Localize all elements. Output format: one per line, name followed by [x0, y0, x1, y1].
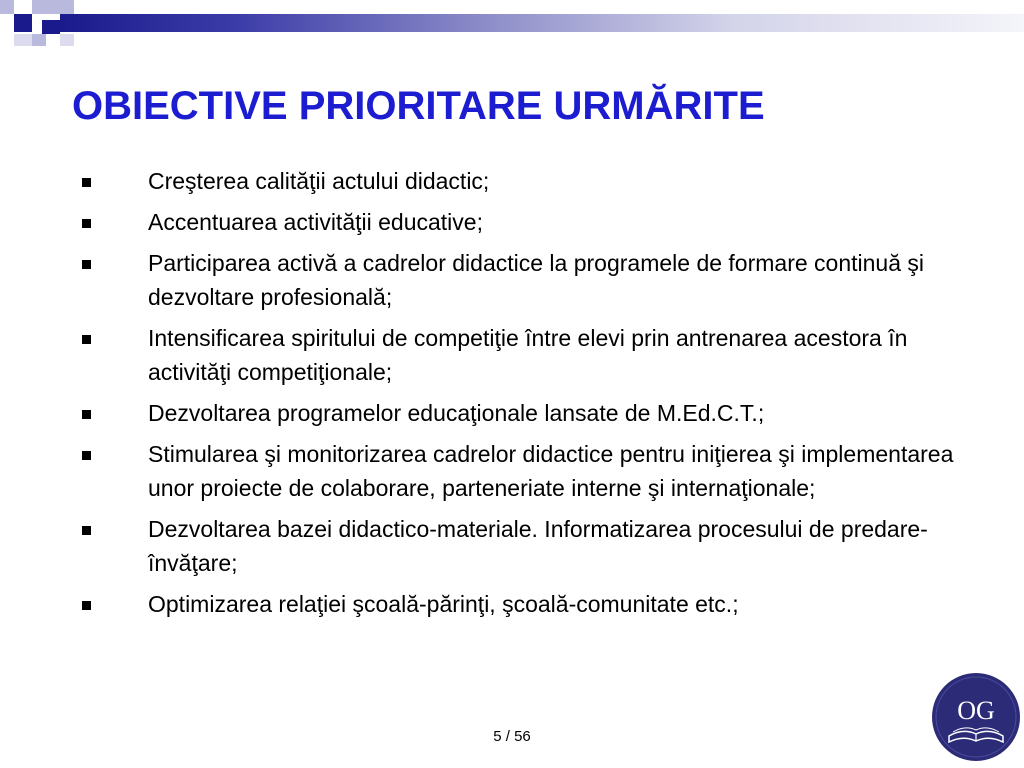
logo-lettering: OG — [957, 696, 995, 725]
slide-title: OBIECTIVE PRIORITARE URMĂRITE — [72, 84, 765, 128]
list-item — [78, 321, 958, 389]
list-item — [78, 246, 958, 314]
list-item-text: Participarea activă a cadrelor didactice la programele de formare continuă şi dezvoltare profesională; — [148, 250, 925, 310]
page-number: 5 / 56 — [493, 728, 531, 745]
corner-square-decoration — [42, 20, 60, 34]
list-item-text: Accentuarea activităţii educative; — [148, 209, 483, 235]
book-logo-icon — [931, 672, 1021, 762]
square-bullet-icon — [82, 526, 91, 535]
corner-square-decoration — [14, 14, 32, 32]
list-item — [78, 164, 958, 198]
square-bullet-icon — [82, 260, 91, 269]
corner-square-decoration — [0, 0, 14, 14]
square-bullet-icon — [82, 219, 91, 228]
corner-square-decoration — [32, 0, 60, 14]
square-bullet-icon — [82, 451, 91, 460]
square-bullet-icon — [82, 335, 91, 344]
corner-square-decoration — [60, 0, 74, 14]
header-gradient-band — [60, 14, 1024, 32]
list-item-text: Optimizarea relaţiei şcoală-părinţi, şcoală-comunitate etc.; — [148, 591, 739, 617]
square-bullet-icon — [82, 410, 91, 419]
list-item-text: Creşterea calităţii actului didactic; — [148, 168, 490, 194]
square-bullet-icon — [82, 178, 91, 187]
list-item — [78, 512, 958, 580]
list-item-text: Dezvoltarea bazei didactico-materiale. Informatizarea procesului de predare-învăţare; — [148, 516, 928, 576]
list-item — [78, 437, 958, 505]
list-item-text: Dezvoltarea programelor educaţionale lansate de M.Ed.C.T.; — [148, 400, 765, 426]
corner-square-decoration — [60, 34, 74, 46]
list-item — [78, 396, 958, 430]
list-item — [78, 587, 958, 621]
objectives-list — [78, 164, 958, 628]
list-item — [78, 205, 958, 239]
square-bullet-icon — [82, 601, 91, 610]
list-item-text: Stimularea şi monitorizarea cadrelor didactice pentru iniţierea şi implementarea unor proiecte de colaborare, parteneriate interne şi internaţionale; — [148, 441, 954, 501]
corner-square-decoration — [32, 34, 46, 46]
corner-square-decoration — [14, 34, 32, 46]
list-item-text: Intensificarea spiritului de competiţie între elevi prin antrenarea acestora în activităţi competiţionale; — [148, 325, 908, 385]
